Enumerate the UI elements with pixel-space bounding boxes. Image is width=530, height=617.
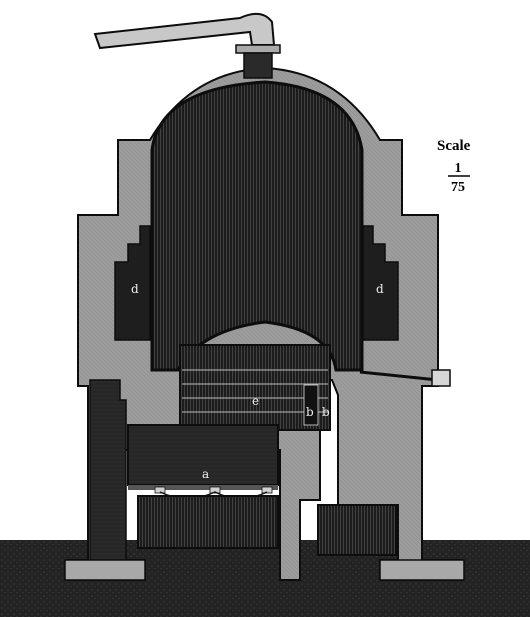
steam-pipe bbox=[95, 14, 274, 48]
pipe-stem bbox=[244, 53, 272, 78]
side-valve bbox=[432, 370, 450, 386]
pipe-flange bbox=[236, 45, 280, 53]
label-side-b-left: b bbox=[306, 405, 314, 419]
label-grate: a bbox=[202, 467, 210, 481]
scale-numerator: 1 bbox=[454, 161, 462, 176]
ash-pit bbox=[138, 496, 278, 548]
scale-denominator: 75 bbox=[451, 180, 465, 195]
label-left-chamber: d bbox=[131, 282, 139, 296]
left-plinth bbox=[65, 560, 145, 580]
left-stepped-wall bbox=[90, 380, 126, 560]
label-tubes: e bbox=[252, 394, 260, 408]
grate-bar bbox=[128, 485, 278, 490]
right-flue bbox=[318, 505, 396, 555]
scale-word: Scale bbox=[437, 138, 471, 154]
label-side-b-right: b bbox=[322, 405, 330, 419]
label-right-chamber: d bbox=[376, 282, 384, 296]
right-plinth bbox=[380, 560, 464, 580]
